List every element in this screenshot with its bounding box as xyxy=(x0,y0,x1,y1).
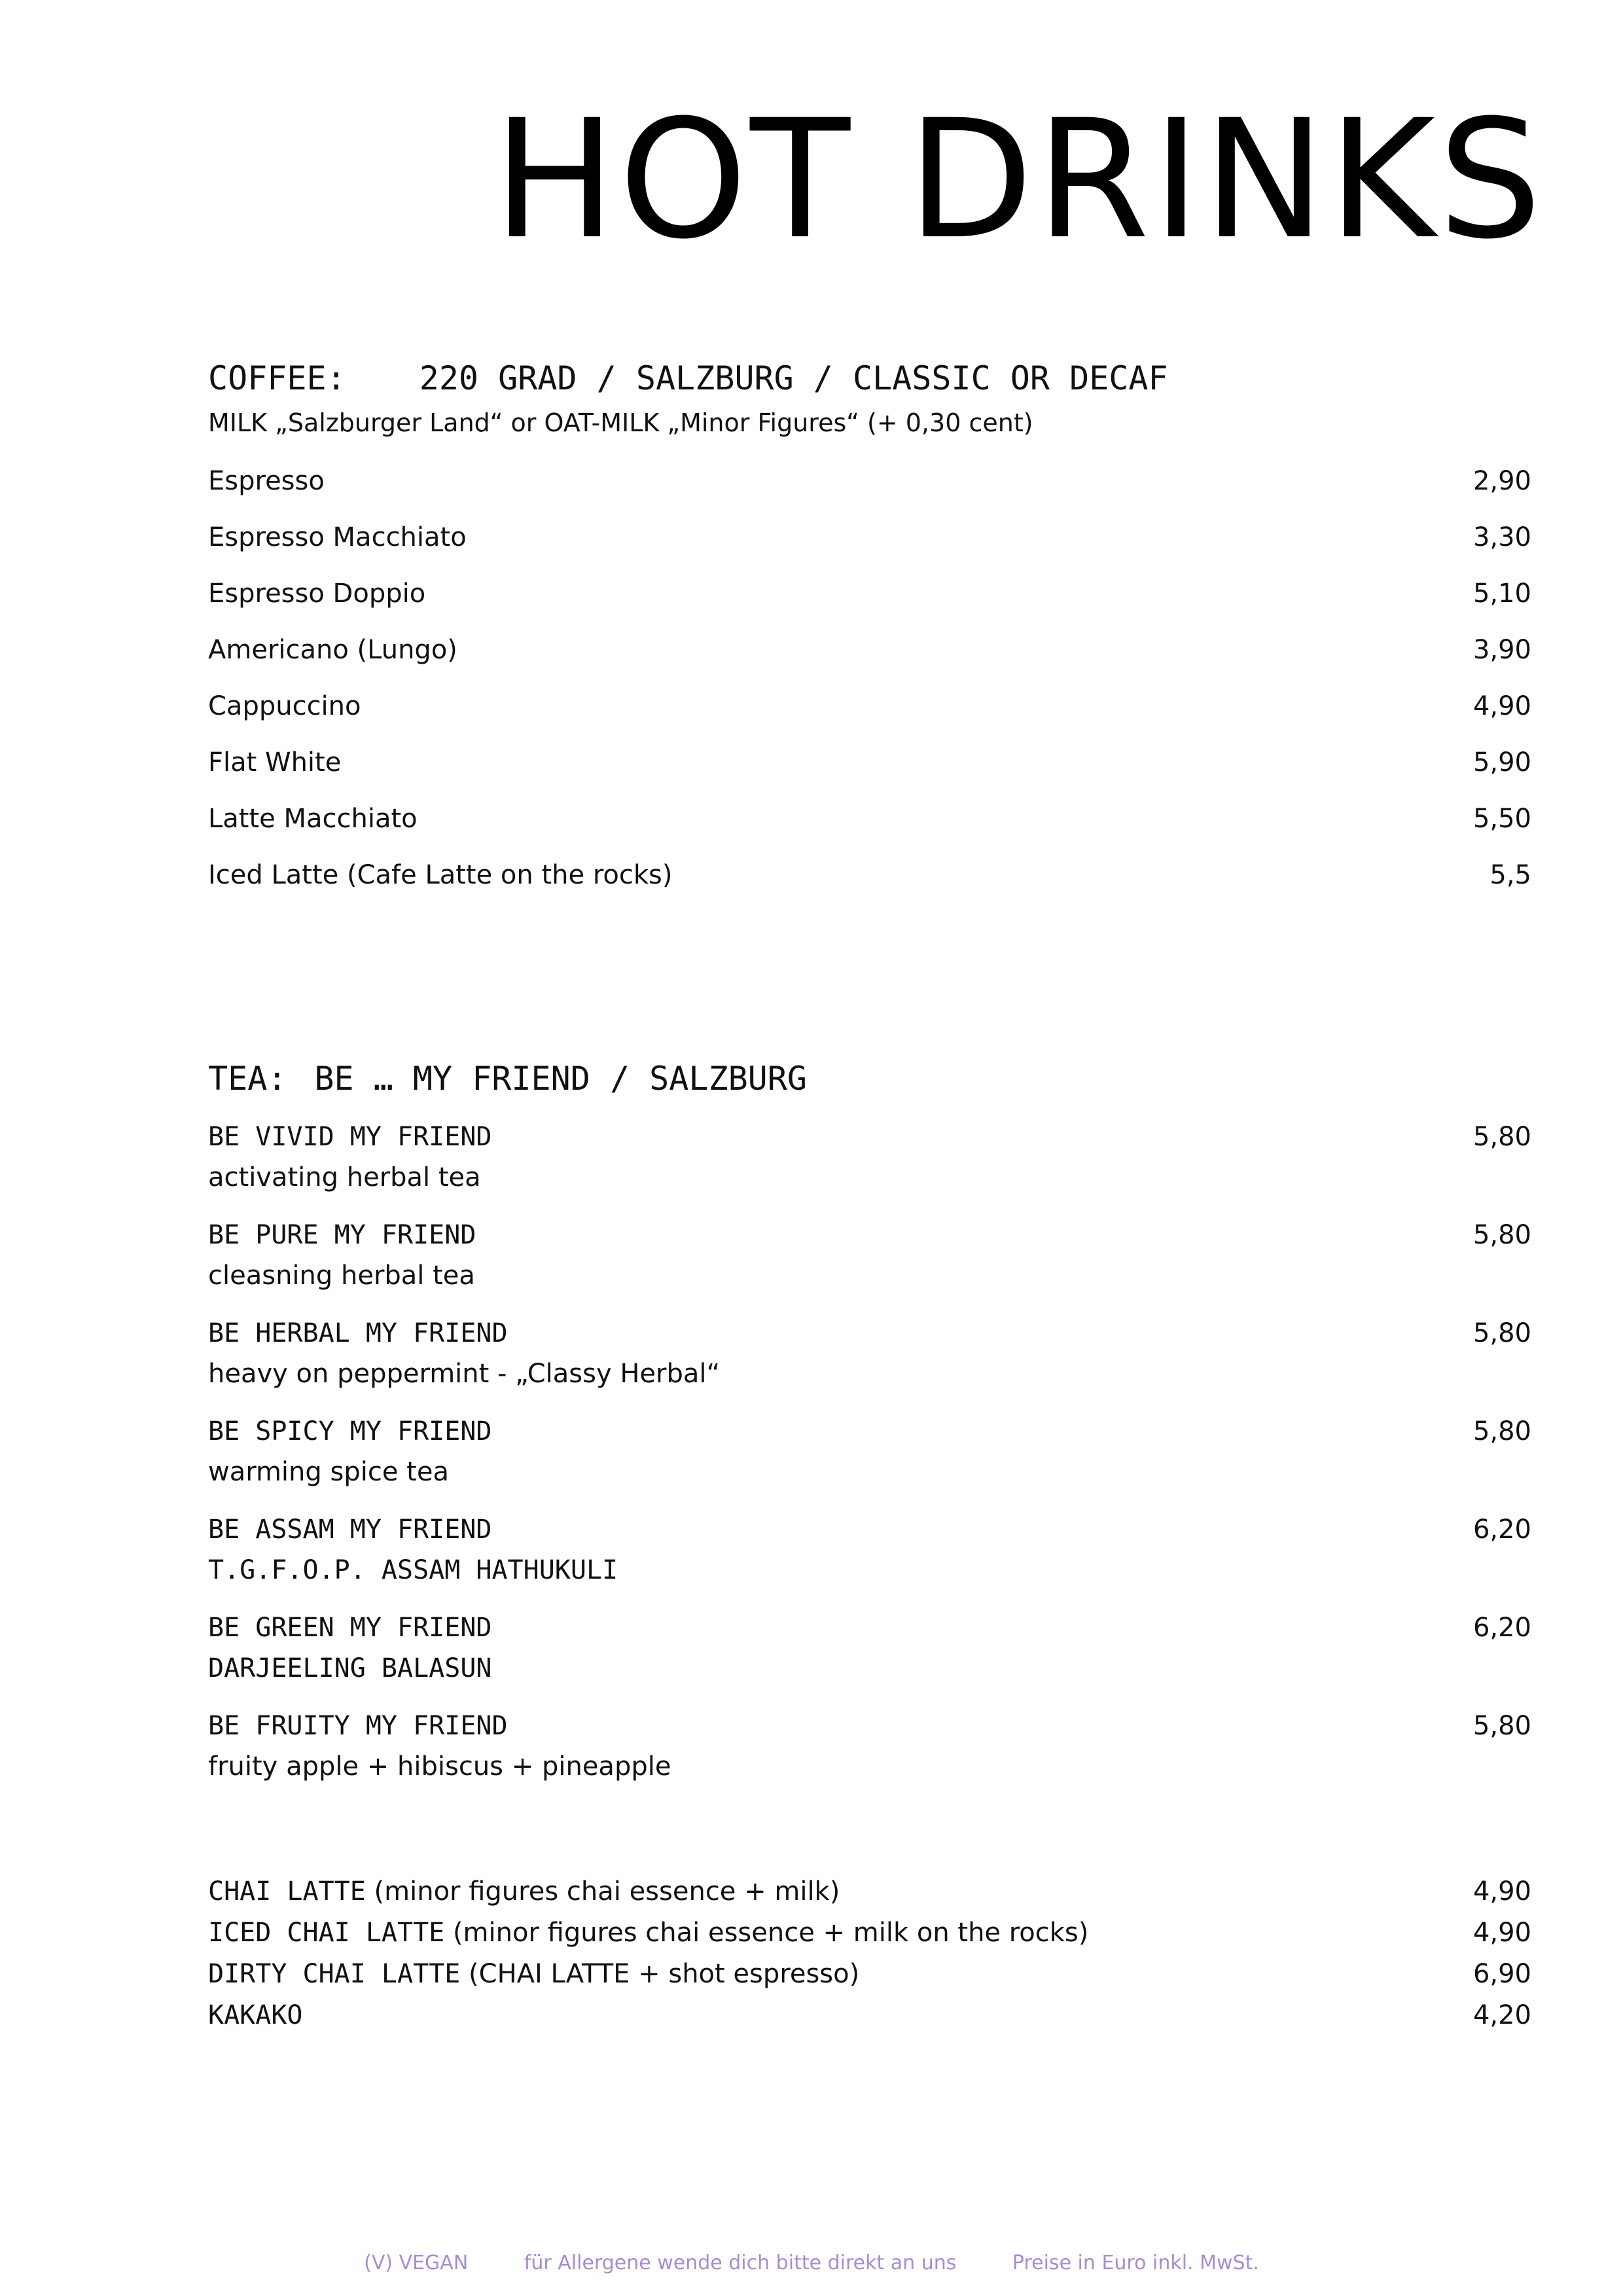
page-title: HOT DRINKS xyxy=(493,84,1544,275)
item-price: 5,10 xyxy=(1472,579,1531,609)
tea-item-row xyxy=(208,1615,1531,1641)
tea-heading-row xyxy=(208,1060,1531,1098)
item-price: 5,80 xyxy=(1472,1416,1531,1446)
tea-item xyxy=(208,1222,1531,1320)
chai-item-label xyxy=(208,1961,859,1987)
item-price: 2,90 xyxy=(1472,466,1531,496)
item-name: DIRTY CHAI LATTE xyxy=(208,1959,461,1989)
item-description: activating herbal tea xyxy=(208,1162,481,1193)
tea-item-row xyxy=(208,1418,1531,1444)
footer-allergen-note: für Allergene wende dich bitte direkt an uns xyxy=(524,2251,957,2274)
tea-item xyxy=(208,1320,1531,1418)
coffee-roaster: 220 GRAD / SALZBURG / CLASSIC OR DECAF xyxy=(419,359,1168,397)
milk-note: MILK „Salzburger Land“ or OAT-MILK „Minor Figures“ (+ 0,30 cent) xyxy=(208,408,1033,437)
item-price: 4,90 xyxy=(1472,691,1531,721)
item-name: BE ASSAM MY FRIEND xyxy=(208,1515,492,1545)
menu-item xyxy=(208,806,1531,862)
item-name: Espresso Macchiato xyxy=(208,522,467,552)
footer-price-note: Preise in Euro inkl. MwSt. xyxy=(1012,2251,1259,2274)
tea-item xyxy=(208,1418,1531,1516)
menu-item xyxy=(208,1920,1531,1961)
item-name: Cappuccino xyxy=(208,691,361,721)
item-price: 5,80 xyxy=(1472,1318,1531,1348)
coffee-heading: COFFEE: xyxy=(208,359,346,397)
item-price: 6,20 xyxy=(1472,1515,1531,1545)
footer-vegan-note: (V) VEGAN xyxy=(364,2251,469,2274)
tea-item-row xyxy=(208,1713,1531,1739)
item-name: Iced Latte (Cafe Latte on the rocks) xyxy=(208,860,673,890)
menu-item xyxy=(208,862,1531,918)
item-name: Americano (Lungo) xyxy=(208,635,457,665)
item-name: BE SPICY MY FRIEND xyxy=(208,1416,492,1446)
item-name: Espresso xyxy=(208,466,325,496)
item-name: BE VIVID MY FRIEND xyxy=(208,1122,492,1152)
item-description: warming spice tea xyxy=(208,1457,449,1487)
menu-item xyxy=(208,524,1531,581)
chai-section xyxy=(208,1878,1531,2043)
item-description: T.G.F.O.P. ASSAM HATHUKULI xyxy=(208,1555,618,1585)
item-description: DARJEELING BALASUN xyxy=(208,1653,492,1683)
menu-item xyxy=(208,637,1531,693)
menu-item xyxy=(208,2002,1531,2043)
item-name: Latte Macchiato xyxy=(208,804,418,834)
item-name: BE HERBAL MY FRIEND xyxy=(208,1318,508,1348)
item-detail: (minor figures chai essence + milk) xyxy=(374,1876,840,1907)
item-price: 6,90 xyxy=(1472,1959,1531,1989)
chai-item-label xyxy=(208,2002,303,2028)
tea-brand: BE … MY FRIEND / SALZBURG xyxy=(314,1060,807,1098)
item-price: 5,80 xyxy=(1472,1711,1531,1741)
tea-list xyxy=(208,1124,1531,1811)
chai-item-label xyxy=(208,1920,1088,1946)
item-name: Flat White xyxy=(208,747,342,778)
item-name: ICED CHAI LATTE xyxy=(208,1918,445,1948)
tea-item xyxy=(208,1713,1531,1811)
tea-item-row xyxy=(208,1124,1531,1150)
item-price: 4,90 xyxy=(1472,1918,1531,1948)
item-price: 4,90 xyxy=(1472,1876,1531,1907)
item-detail: (CHAI LATTE + shot espresso) xyxy=(469,1959,860,1989)
tea-item-row xyxy=(208,1222,1531,1248)
item-description: cleasning herbal tea xyxy=(208,1261,475,1291)
coffee-list xyxy=(208,468,1531,918)
item-price: 6,20 xyxy=(1472,1613,1531,1643)
item-description: heavy on peppermint - „Classy Herbal“ xyxy=(208,1359,721,1389)
menu-item xyxy=(208,1878,1531,1920)
item-description: fruity apple + hibiscus + pineapple xyxy=(208,1751,671,1782)
item-price: 5,50 xyxy=(1472,804,1531,834)
item-name: CHAI LATTE xyxy=(208,1876,366,1907)
tea-item-row xyxy=(208,1516,1531,1543)
coffee-heading-row xyxy=(208,359,1531,397)
menu-item xyxy=(208,581,1531,637)
item-price: 3,90 xyxy=(1472,635,1531,665)
item-price: 4,20 xyxy=(1472,2000,1531,2030)
item-name: Espresso Doppio xyxy=(208,579,426,609)
menu-item xyxy=(208,468,1531,524)
tea-heading: TEA: xyxy=(208,1060,287,1098)
item-name: BE FRUITY MY FRIEND xyxy=(208,1711,508,1741)
coffee-section xyxy=(208,359,1531,918)
item-price: 5,5 xyxy=(1489,860,1531,890)
item-price: 5,80 xyxy=(1472,1122,1531,1152)
item-price: 3,30 xyxy=(1472,522,1531,552)
footer xyxy=(0,2251,1623,2274)
item-name: BE PURE MY FRIEND xyxy=(208,1220,476,1250)
item-name: KAKAKO xyxy=(208,2000,303,2030)
item-name: BE GREEN MY FRIEND xyxy=(208,1613,492,1643)
tea-item xyxy=(208,1516,1531,1615)
chai-item-label xyxy=(208,1878,840,1905)
menu-item xyxy=(208,1961,1531,2002)
tea-item-row xyxy=(208,1320,1531,1346)
item-price: 5,90 xyxy=(1472,747,1531,778)
tea-section xyxy=(208,1062,1531,1811)
tea-item xyxy=(208,1615,1531,1713)
tea-item xyxy=(208,1124,1531,1222)
item-detail: (minor figures chai essence + milk on the rocks) xyxy=(452,1918,1089,1948)
menu-item xyxy=(208,749,1531,806)
item-price: 5,80 xyxy=(1472,1220,1531,1250)
menu-item xyxy=(208,693,1531,749)
